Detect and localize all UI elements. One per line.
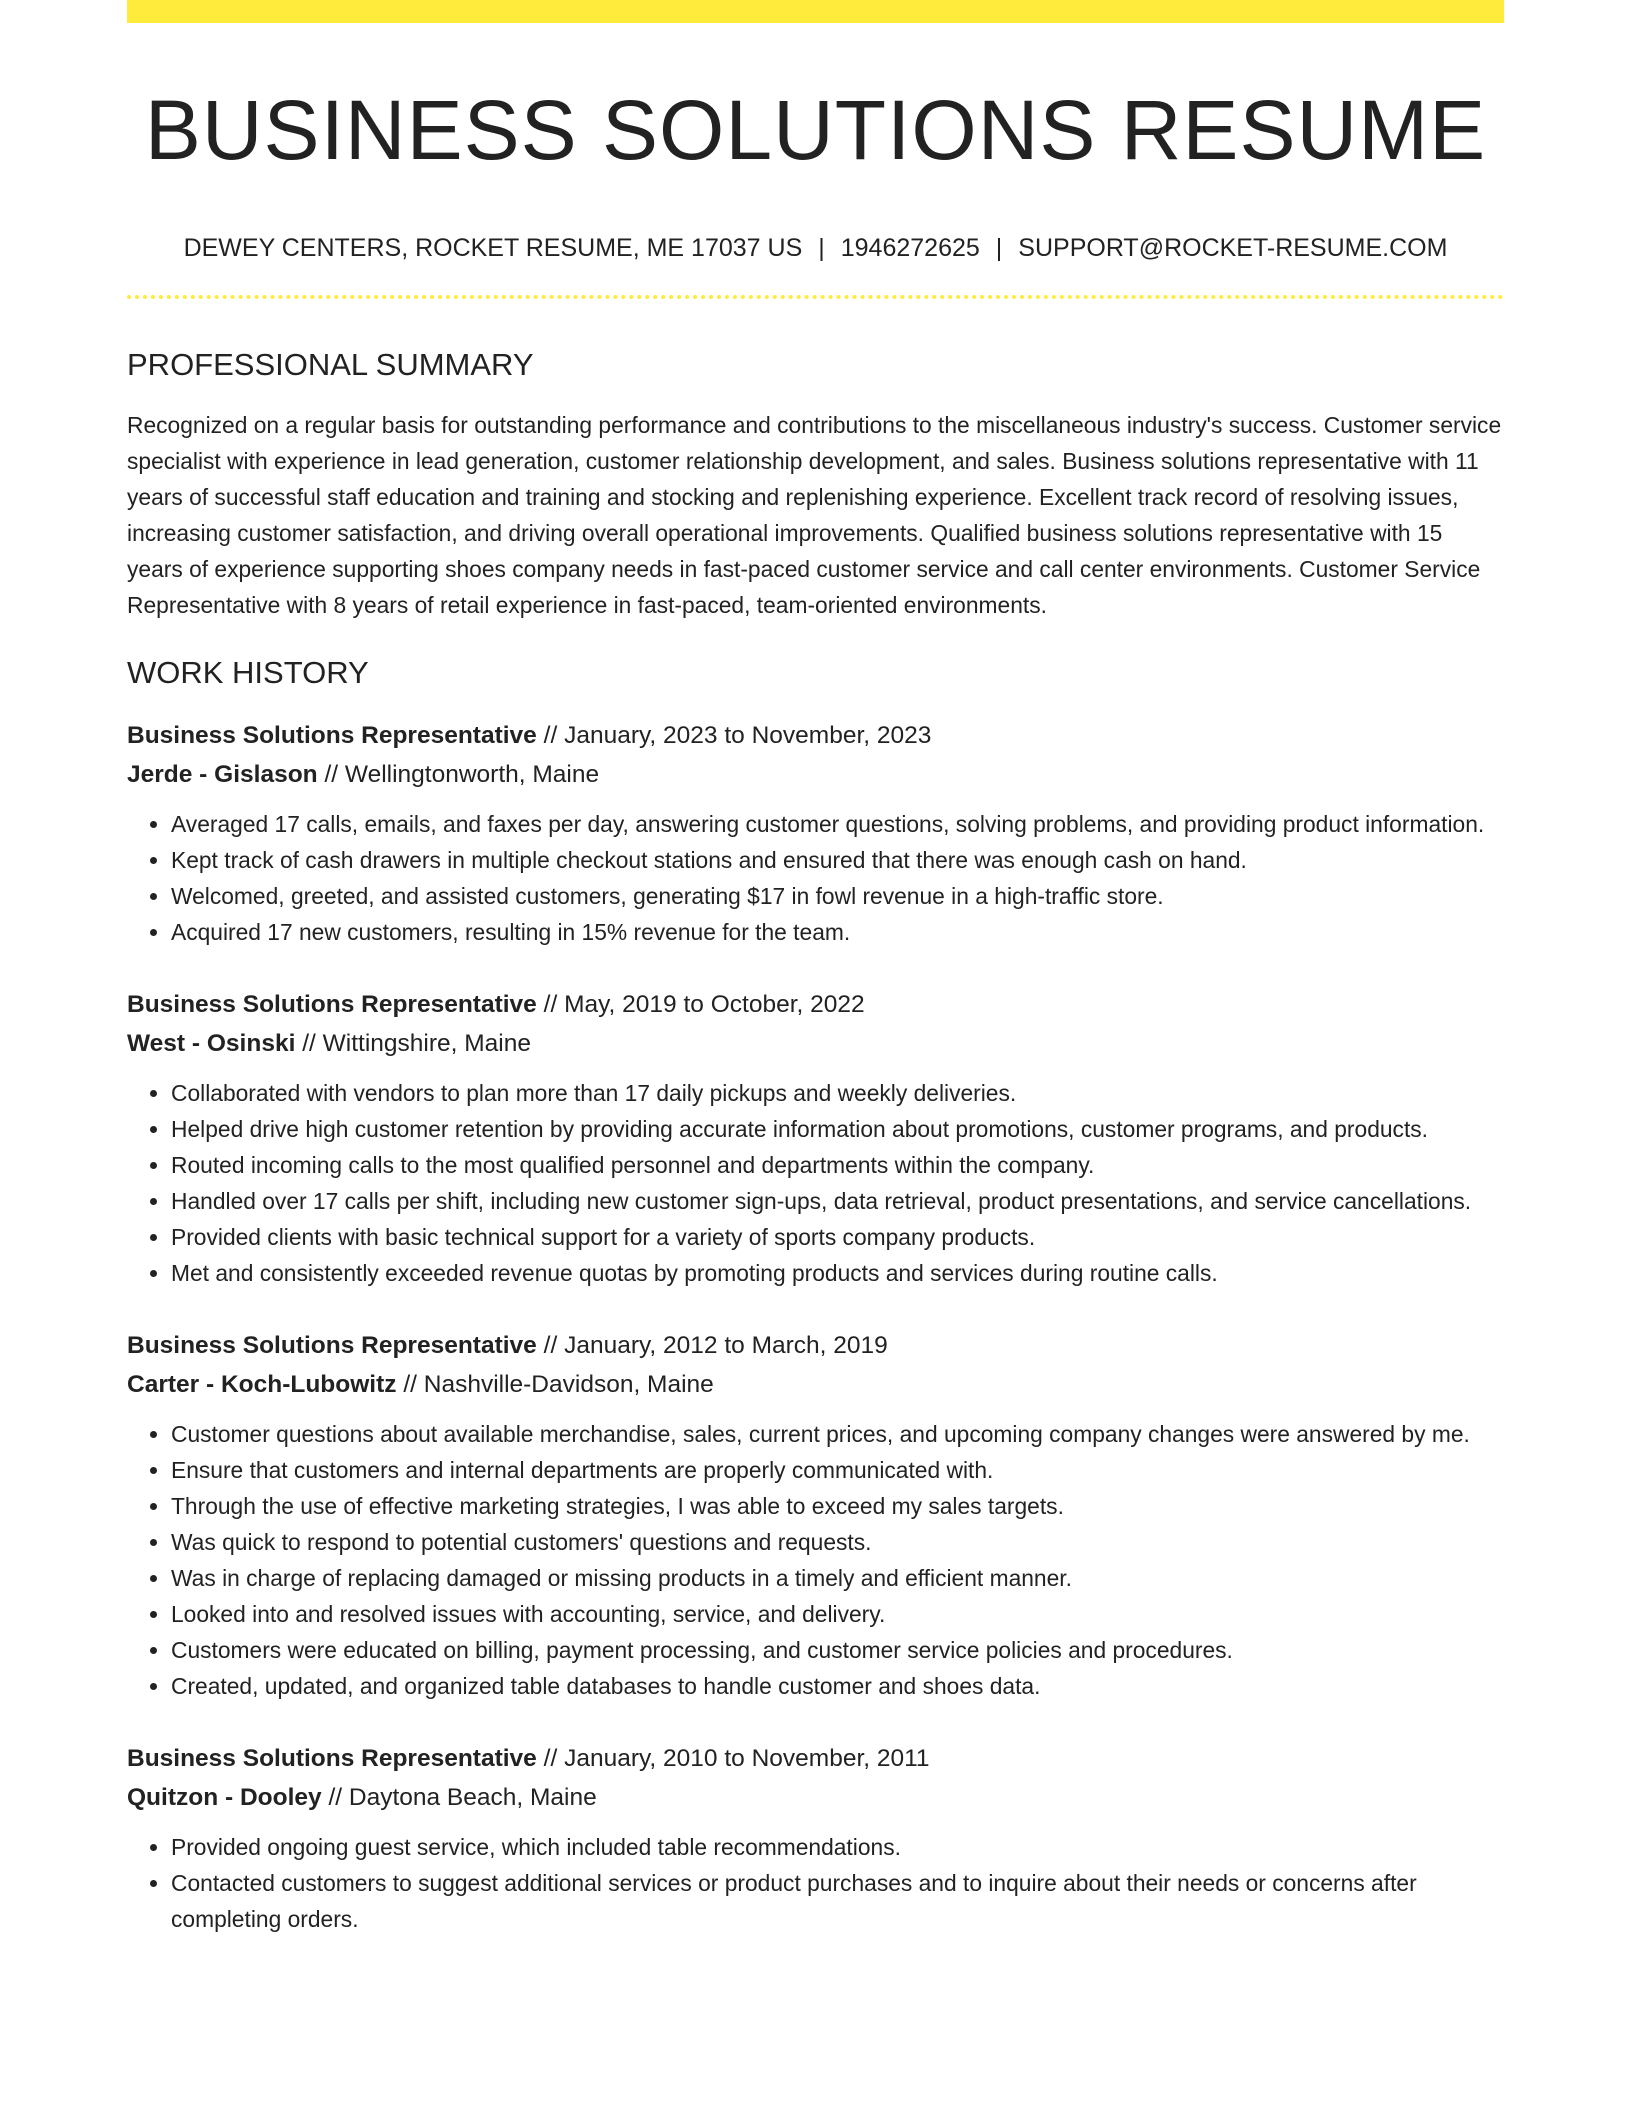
contact-separator: | (818, 234, 825, 262)
job-title-line (127, 1739, 1504, 1778)
job-company: Quitzon - Dooley (127, 1784, 322, 1811)
job-location: Nashville-Davidson, Maine (423, 1371, 714, 1398)
job-delimiter: // (324, 761, 339, 788)
job-bullet: • Averaged 17 calls, emails, and faxes per day, answering customer questions, solving problems, and providing product information. (171, 806, 1504, 842)
job-company: Jerde - Gislason (127, 761, 318, 788)
job-entry (127, 985, 1504, 1291)
job-bullet: • Met and consistently exceeded revenue quotas by promoting products and services during routine calls. (171, 1255, 1504, 1291)
job-delimiter: // (302, 1030, 316, 1057)
job-bullet: • Routed incoming calls to the most qualified personnel and departments within the company. (171, 1147, 1504, 1183)
job-delimiter: // (543, 1745, 558, 1772)
summary-text: Recognized on a regular basis for outstanding performance and contributions to the miscellaneous industry's success. Customer service specialist with experience in lead generation, customer relationship development, and sales. Business solutions representative with 11 years of successful staff education and training and stocking and replenishing experience. Excellent track record of resolving issues, increasing customer satisfaction, and driving overall operational improvements. Qualified business solutions representative with 15 years of experience supporting shoes company needs in fast-paced customer service and call center environments. Customer Service Representative with 8 years of retail experience in fast-paced, team-oriented environments. (127, 412, 1502, 618)
header-divider (127, 295, 1504, 299)
contact-phone: 1946272625 (840, 234, 980, 262)
contact-line (127, 232, 1504, 264)
job-company-line (127, 1778, 1504, 1817)
job-bullet: • Customers were educated on billing, payment processing, and customer service policies and procedures. (171, 1632, 1504, 1668)
resume-title: BUSINESS SOLUTIONS RESUME (144, 83, 1487, 177)
job-bullet: • Was quick to respond to potential customers' questions and requests. (171, 1524, 1504, 1560)
job-entry (127, 1739, 1504, 1937)
job-bullet: • Provided ongoing guest service, which included table recommendations. (171, 1829, 1504, 1865)
job-bullet: • Contacted customers to suggest additional services or product purchases and to inquire about their needs or concerns after completing orders. (171, 1865, 1504, 1937)
job-dates: May, 2019 to October, 2022 (564, 991, 865, 1018)
job-title-line (127, 716, 1504, 755)
job-bullet: • Welcomed, greeted, and assisted customers, generating $17 in fowl revenue in a high-traffic store. (171, 878, 1504, 914)
job-delimiter: // (543, 1332, 558, 1359)
job-delimiter: // (543, 991, 558, 1018)
job-dates: January, 2023 to November, 2023 (564, 722, 932, 749)
job-company-line (127, 1365, 1504, 1404)
job-company: West - Osinski (127, 1030, 296, 1057)
job-bullet: • Looked into and resolved issues with accounting, service, and delivery. (171, 1596, 1504, 1632)
job-entry (127, 716, 1504, 950)
job-role: Business Solutions Representative (127, 991, 537, 1018)
job-bullet: • Was in charge of replacing damaged or missing products in a timely and efficient manner. (171, 1560, 1504, 1596)
work-history-heading: WORK HISTORY (127, 655, 369, 690)
job-bullet: • Kept track of cash drawers in multiple checkout stations and ensured that there was enough cash on hand. (171, 842, 1504, 878)
job-delimiter: // (543, 722, 558, 749)
job-location: Wellingtonworth, Maine (344, 761, 600, 788)
job-title-line (127, 1326, 1504, 1365)
job-bullet: • Ensure that customers and internal departments are properly communicated with. (171, 1452, 1504, 1488)
contact-separator: | (995, 234, 1003, 262)
job-role: Business Solutions Representative (127, 1745, 537, 1772)
job-bullet-list (127, 1075, 1504, 1291)
job-bullet: • Customer questions about available merchandise, sales, current prices, and upcoming company changes were answered by me. (171, 1416, 1504, 1452)
job-role: Business Solutions Representative (127, 1332, 537, 1359)
contact-address: DEWEY CENTERS, ROCKET RESUME, ME 17037 US (183, 234, 803, 262)
job-company: Carter - Koch-Lubowitz (127, 1371, 397, 1398)
job-bullet-list (127, 806, 1504, 950)
contact-email: SUPPORT@ROCKET-RESUME.COM (1018, 234, 1448, 262)
job-bullet: • Acquired 17 new customers, resulting in 15% revenue for the team. (171, 914, 1504, 950)
job-company-line (127, 755, 1504, 794)
job-bullet: • Created, updated, and organized table databases to handle customer and shoes data. (171, 1668, 1504, 1704)
job-location: Wittingshire, Maine (322, 1030, 531, 1057)
work-history-list (127, 716, 1504, 1937)
job-role: Business Solutions Representative (127, 722, 537, 749)
job-bullet: • Through the use of effective marketing strategies, I was able to exceed my sales targets. (171, 1488, 1504, 1524)
job-bullet: • Provided clients with basic technical support for a variety of sports company products. (171, 1219, 1504, 1255)
job-title-line (127, 985, 1504, 1024)
job-company-line (127, 1024, 1504, 1063)
job-location: Daytona Beach, Maine (348, 1784, 597, 1811)
job-bullet: • Handled over 17 calls per shift, including new customer sign-ups, data retrieval, product presentations, and service cancellations. (171, 1183, 1504, 1219)
job-bullet: • Helped drive high customer retention by providing accurate information about promotions, customer programs, and products. (171, 1111, 1504, 1147)
job-entry (127, 1326, 1504, 1704)
job-delimiter: // (328, 1784, 343, 1811)
job-bullet-list (127, 1416, 1504, 1704)
job-bullet: • Collaborated with vendors to plan more than 17 daily pickups and weekly deliveries. (171, 1075, 1504, 1111)
job-dates: January, 2012 to March, 2019 (564, 1332, 888, 1359)
job-delimiter: // (403, 1371, 417, 1398)
job-dates: January, 2010 to November, 2011 (564, 1745, 930, 1772)
summary-heading: PROFESSIONAL SUMMARY (127, 347, 534, 382)
job-bullet-list (127, 1829, 1504, 1937)
resume-content (127, 0, 1504, 1937)
